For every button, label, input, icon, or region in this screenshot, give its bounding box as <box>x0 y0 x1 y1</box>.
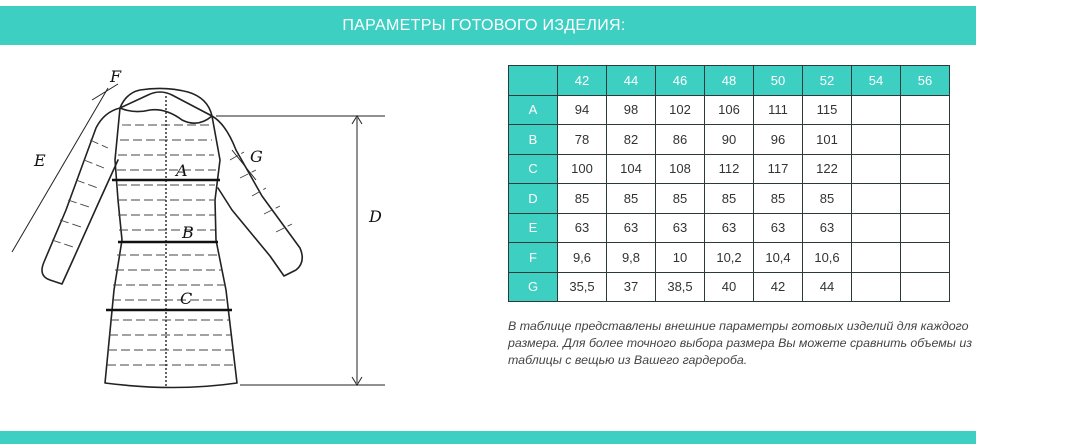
size-table-header-row <box>509 66 950 96</box>
table-cell <box>852 125 901 155</box>
table-row <box>509 154 950 184</box>
header-cell <box>509 66 558 96</box>
table-cell <box>852 184 901 214</box>
table-cell: 98 <box>607 95 656 125</box>
row-label: G <box>509 272 558 302</box>
table-cell: 96 <box>754 125 803 155</box>
coat-measurement-diagram <box>0 58 400 398</box>
row-label: C <box>509 154 558 184</box>
row-label: E <box>509 213 558 243</box>
table-cell: 90 <box>705 125 754 155</box>
header-cell: 42 <box>558 66 607 96</box>
header-cell: 50 <box>754 66 803 96</box>
table-cell <box>901 125 950 155</box>
table-cell: 115 <box>803 95 852 125</box>
header-cell: 48 <box>705 66 754 96</box>
table-cell <box>901 154 950 184</box>
table-cell <box>852 95 901 125</box>
size-table <box>508 65 950 302</box>
table-cell: 63 <box>705 213 754 243</box>
table-cell: 63 <box>656 213 705 243</box>
table-cell: 85 <box>607 184 656 214</box>
table-cell <box>901 95 950 125</box>
table-cell: 10,6 <box>803 243 852 273</box>
table-cell: 85 <box>754 184 803 214</box>
header-cell: 46 <box>656 66 705 96</box>
table-cell: 85 <box>803 184 852 214</box>
table-cell: 9,8 <box>607 243 656 273</box>
label-d: D <box>369 207 382 226</box>
table-cell: 10,4 <box>754 243 803 273</box>
table-cell: 122 <box>803 154 852 184</box>
table-cell: 85 <box>656 184 705 214</box>
table-cell: 10,2 <box>705 243 754 273</box>
table-cell: 10 <box>656 243 705 273</box>
table-cell: 63 <box>754 213 803 243</box>
table-cell: 104 <box>607 154 656 184</box>
label-g: G <box>250 147 263 166</box>
label-b: B <box>182 223 194 242</box>
table-cell: 108 <box>656 154 705 184</box>
page-title-bar <box>0 6 976 45</box>
table-cell: 82 <box>607 125 656 155</box>
table-cell: 111 <box>754 95 803 125</box>
table-cell: 9,6 <box>558 243 607 273</box>
table-cell <box>852 154 901 184</box>
table-cell: 35,5 <box>558 272 607 302</box>
table-cell: 85 <box>558 184 607 214</box>
table-row <box>509 184 950 214</box>
header-cell: 54 <box>852 66 901 96</box>
table-cell <box>901 272 950 302</box>
table-cell: 101 <box>803 125 852 155</box>
header-cell: 44 <box>607 66 656 96</box>
page-title: ПАРАМЕТРЫ ГОТОВОГО ИЗДЕЛИЯ: <box>342 16 626 34</box>
table-row <box>509 125 950 155</box>
table-cell <box>852 243 901 273</box>
table-row <box>509 243 950 273</box>
table-cell <box>901 213 950 243</box>
table-cell: 106 <box>705 95 754 125</box>
label-e: E <box>34 151 46 170</box>
table-cell <box>852 213 901 243</box>
table-cell: 63 <box>607 213 656 243</box>
table-cell: 102 <box>656 95 705 125</box>
label-f: F <box>110 67 122 86</box>
table-cell: 42 <box>754 272 803 302</box>
table-cell: 38,5 <box>656 272 705 302</box>
table-cell: 63 <box>803 213 852 243</box>
header-cell: 52 <box>803 66 852 96</box>
row-label: A <box>509 95 558 125</box>
table-cell: 117 <box>754 154 803 184</box>
label-c: C <box>180 289 193 308</box>
bottom-divider-bar <box>0 431 976 444</box>
table-row <box>509 95 950 125</box>
table-cell: 40 <box>705 272 754 302</box>
table-cell: 85 <box>705 184 754 214</box>
table-row <box>509 213 950 243</box>
table-cell: 94 <box>558 95 607 125</box>
table-cell: 78 <box>558 125 607 155</box>
table-cell: 86 <box>656 125 705 155</box>
table-cell: 100 <box>558 154 607 184</box>
table-cell <box>901 184 950 214</box>
table-cell <box>901 243 950 273</box>
row-label: F <box>509 243 558 273</box>
table-cell: 112 <box>705 154 754 184</box>
row-label: B <box>509 125 558 155</box>
row-label: D <box>509 184 558 214</box>
table-cell <box>852 272 901 302</box>
size-note: В таблице представлены внешние параметры готовых изделий для каждого размера. Для более точного выбора размера Вы можете сравнить объемы из таблицы с вещью из Вашего гардероба. <box>508 319 973 367</box>
table-cell: 37 <box>607 272 656 302</box>
table-row <box>509 272 950 302</box>
header-cell: 56 <box>901 66 950 96</box>
label-a: A <box>176 161 188 180</box>
table-cell: 44 <box>803 272 852 302</box>
table-cell: 63 <box>558 213 607 243</box>
